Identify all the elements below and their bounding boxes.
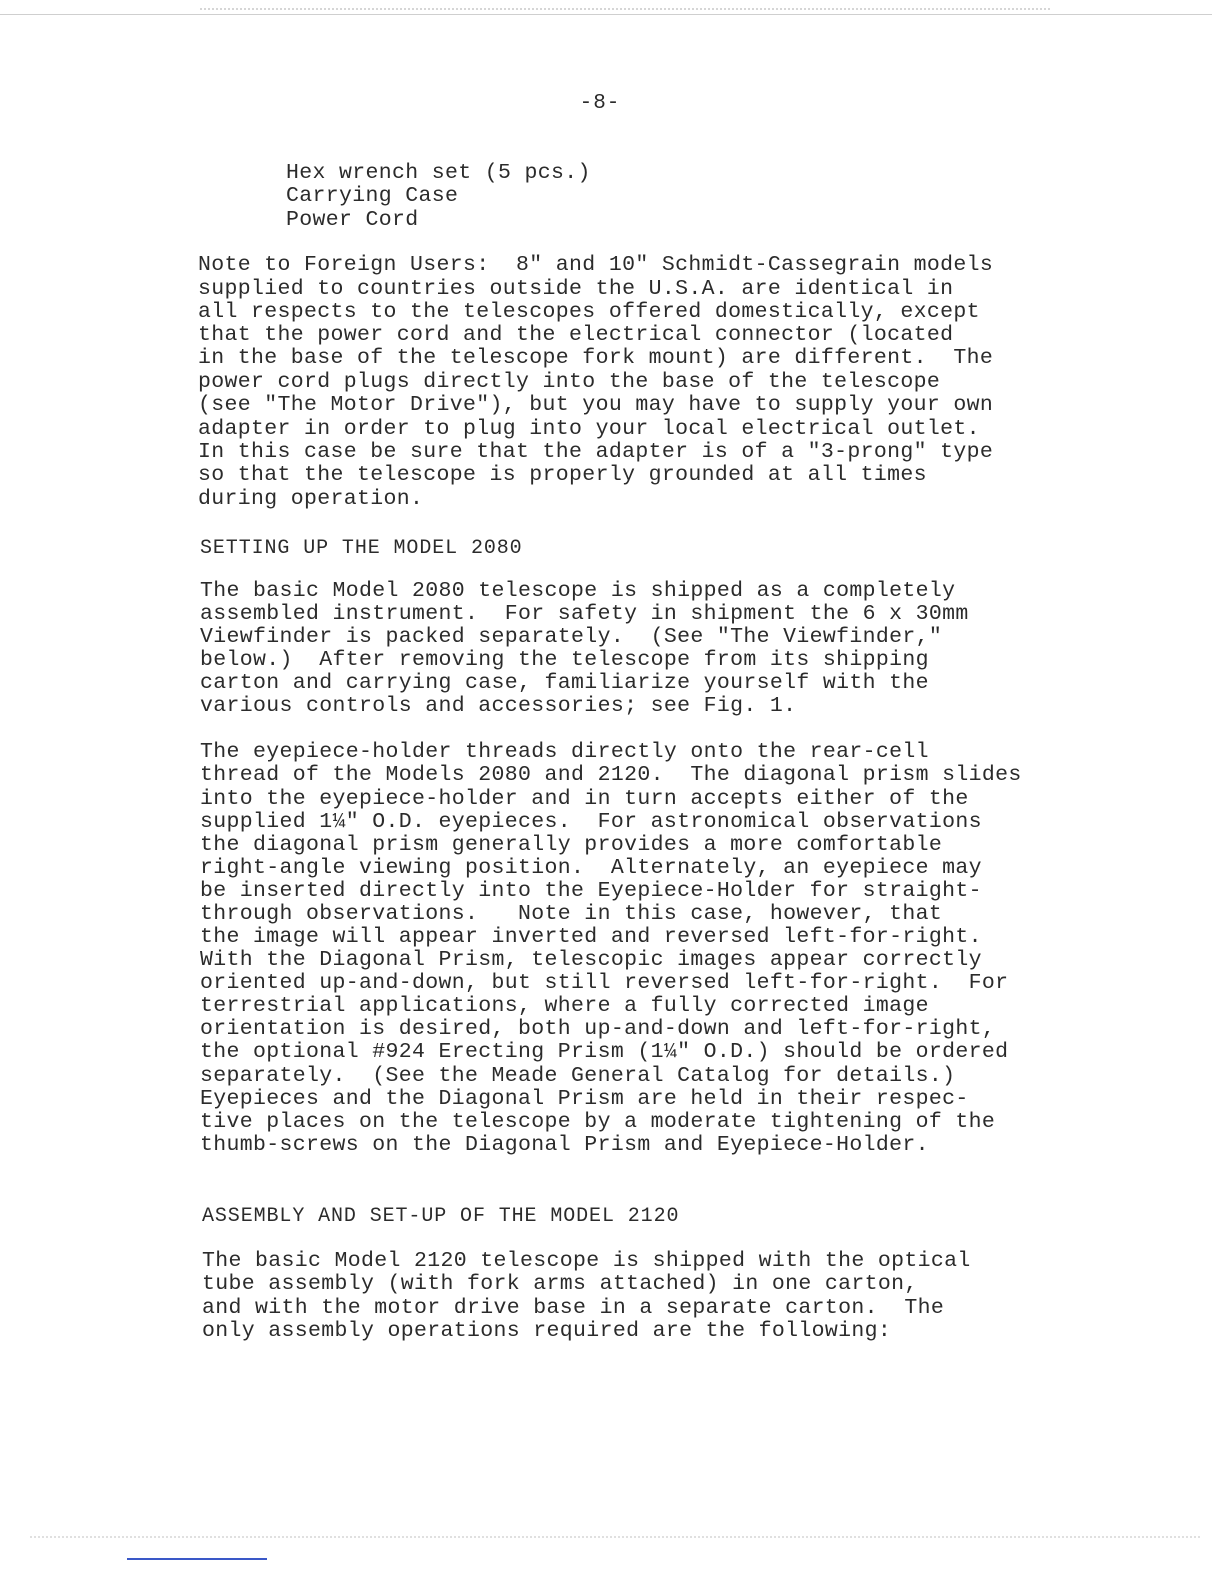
- text-line: various controls and accessories; see Fig. 1.: [200, 694, 797, 718]
- scan-top-rule: [0, 14, 1212, 15]
- text-line: power cord plugs directly into the base of the telescope: [198, 370, 941, 394]
- text-line: into the eyepiece-holder and in turn accepts either of the: [200, 787, 969, 811]
- text-line: the diagonal prism generally provides a more comfortable: [200, 833, 943, 857]
- text-line: supplied to countries outside the U.S.A. are identical in: [198, 277, 954, 301]
- text-line: below.) After removing the telescope from its shipping: [200, 648, 929, 672]
- text-line: The eyepiece-holder threads directly onto the rear-cell: [200, 740, 929, 764]
- text-line: Eyepieces and the Diagonal Prism are held in their respec-: [200, 1087, 969, 1111]
- text-line: so that the telescope is properly grounded at all times: [198, 463, 927, 487]
- scan-top-artifact: [200, 8, 1050, 10]
- text-line: The basic Model 2120 telescope is shipped with the optical: [202, 1249, 971, 1273]
- parts-list-item: Carrying Case: [286, 184, 459, 208]
- text-line: only assembly operations required are the following:: [202, 1319, 892, 1343]
- page-number: -8-: [579, 92, 621, 115]
- text-line: right-angle viewing position. Alternately, an eyepiece may: [200, 856, 982, 880]
- section-heading-model-2120: ASSEMBLY AND SET-UP OF THE MODEL 2120: [202, 1205, 680, 1228]
- text-line: that the power cord and the electrical connector (located: [198, 323, 954, 347]
- text-line: Viewfinder is packed separately. (See "The Viewfinder,": [200, 625, 943, 649]
- text-line: The basic Model 2080 telescope is shipped as a completely: [200, 579, 956, 603]
- text-line: assembled instrument. For safety in shipment the 6 x 30mm: [200, 602, 969, 626]
- text-line: thumb-screws on the Diagonal Prism and Eyepiece-Holder.: [200, 1133, 929, 1157]
- text-line: With the Diagonal Prism, telescopic images appear correctly: [200, 948, 982, 972]
- text-line: (see "The Motor Drive"), but you may have to supply your own: [198, 393, 994, 417]
- text-line: tube assembly (with fork arms attached) in one carton,: [202, 1272, 918, 1296]
- text-line: be inserted directly into the Eyepiece-Holder for straight-: [200, 879, 982, 903]
- parts-list-item: Hex wrench set (5 pcs.): [286, 161, 591, 185]
- text-line: In this case be sure that the adapter is of a "3-prong" type: [198, 440, 994, 464]
- section-heading-model-2080: SETTING UP THE MODEL 2080: [200, 537, 523, 560]
- text-line: supplied 1¼" O.D. eyepieces. For astronomical observations: [200, 810, 982, 834]
- text-line: carton and carrying case, familiarize yourself with the: [200, 671, 929, 695]
- text-line: all respects to the telescopes offered domestically, except: [198, 300, 980, 324]
- text-line: through observations. Note in this case, however, that: [200, 902, 943, 926]
- text-line: adapter in order to plug into your local electrical outlet.: [198, 417, 980, 441]
- scan-bottom-artifact: [30, 1536, 1200, 1538]
- text-line: separately. (See the Meade General Catalog for details.): [200, 1064, 956, 1088]
- text-line: during operation.: [198, 487, 424, 511]
- text-line: the image will appear inverted and reversed left-for-right.: [200, 925, 982, 949]
- text-line: thread of the Models 2080 and 2120. The diagonal prism slides: [200, 763, 1022, 787]
- text-line: terrestrial applications, where a fully corrected image: [200, 994, 929, 1018]
- text-line: and with the motor drive base in a separate carton. The: [202, 1296, 945, 1320]
- text-line: in the base of the telescope fork mount) are different. The: [198, 346, 994, 370]
- scan-bottom-rule: [127, 1558, 267, 1560]
- text-line: orientation is desired, both up-and-down and left-for-right,: [200, 1017, 996, 1041]
- parts-list-item: Power Cord: [286, 208, 419, 232]
- text-line: oriented up-and-down, but still reversed left-for-right. For: [200, 971, 1009, 995]
- text-line: the optional #924 Erecting Prism (1¼" O.D.) should be ordered: [200, 1040, 1009, 1064]
- text-line: Note to Foreign Users: 8" and 10" Schmidt-Cassegrain models: [198, 253, 994, 277]
- text-line: tive places on the telescope by a moderate tightening of the: [200, 1110, 996, 1134]
